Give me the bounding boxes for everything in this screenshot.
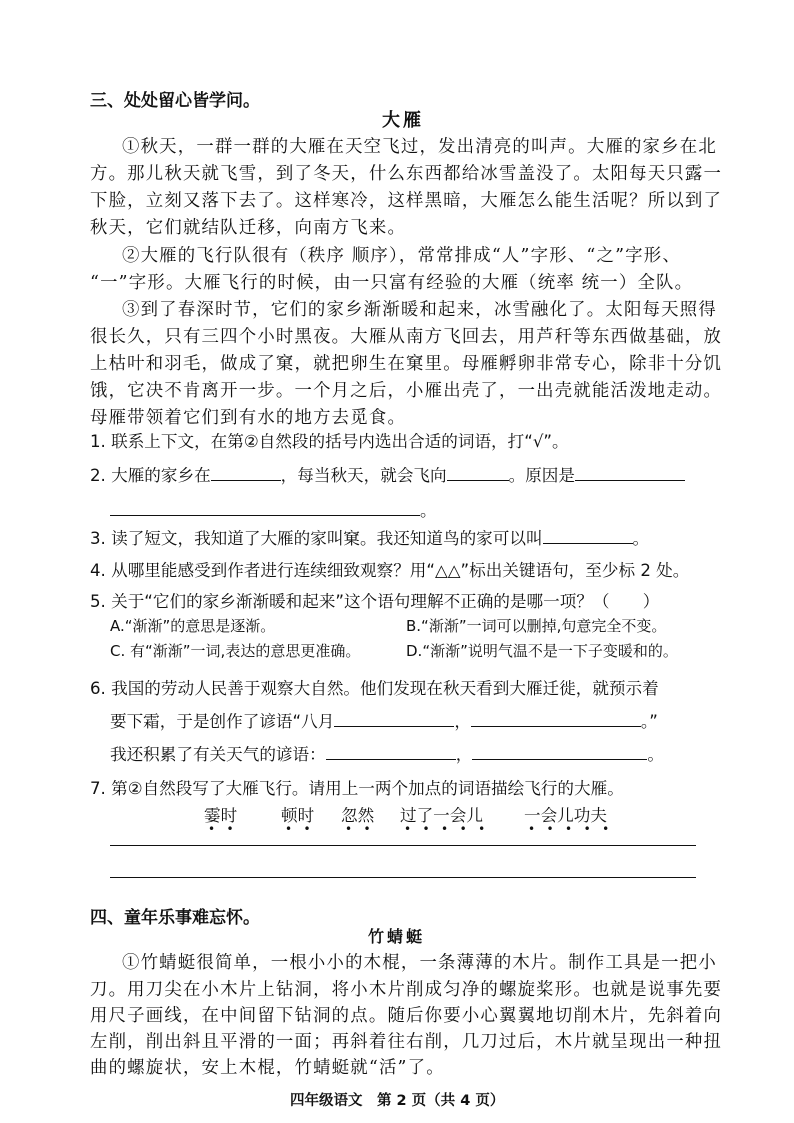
- word-text: 顿时: [281, 806, 315, 825]
- writing-line[interactable]: [110, 845, 696, 846]
- question-5: 5. 关于“它们的家乡渐渐暖和起来”这个语句理解不正确的是哪一项？（ ）: [90, 592, 660, 611]
- passage-line: 曲的螺旋状，安上木棍，竹蜻蜓就“活”了。: [90, 1058, 445, 1078]
- passage-line: 很长久，只有三四个小时黑夜。大雁从南方飞回去，用芦秆等东西做基础，放: [90, 327, 723, 347]
- question-6-line2: [110, 708, 658, 732]
- question-2: [90, 462, 685, 486]
- emphasis-dots: • •: [285, 822, 311, 836]
- q6-text: 要下霜，于是创作了谚语“八月: [110, 712, 335, 731]
- q6-text: 我还积累了有关天气的谚语：: [110, 745, 326, 764]
- q2-text-d: 。: [420, 501, 437, 520]
- passage-line: 刀。用刀尖在小木片上钻洞，将小木片削成匀净的螺旋桨形。也就是说事先要: [90, 980, 723, 1000]
- q3-text-b: 。: [632, 529, 650, 548]
- q6-comma: ，: [455, 745, 473, 764]
- passage-line: 上枯叶和羽毛，做成了窠，就把卵生在窠里。母雁孵卵非常专心，除非十分饥: [90, 354, 723, 374]
- passage-line: 下脸，立刻又落下去了。这样寒冷，这样黑暗，大雁怎么能生活呢？所以到了: [90, 191, 723, 211]
- page-footer: 四年级语文 第 2 页（共 4 页）: [290, 1093, 505, 1109]
- answer-blank[interactable]: [471, 712, 641, 727]
- question-6: 6. 我国的劳动人民善于观察大自然。他们发现在秋天看到大雁迁徙，就预示着: [90, 679, 659, 698]
- passage-line: ①秋天，一群一群的大雁在天空飞过，发出清亮的叫声。大雁的家乡在北: [122, 137, 717, 157]
- emphasis-dots: • • • • •: [404, 822, 486, 836]
- emphasis-dots: • •: [345, 822, 371, 836]
- q2-text-b: ，每当秋天，就会飞向: [280, 466, 447, 485]
- passage-line: ③到了春深时节，它们的家乡渐渐暖和起来，冰雪融化了。太阳每天照得: [122, 300, 717, 320]
- word-text: 过了一会儿: [400, 806, 483, 825]
- section-heading: 三、处处留心皆学问。: [90, 91, 260, 111]
- option-c[interactable]: C. 有“渐渐”一词,表达的意思更准确。: [110, 642, 361, 660]
- passage-title: 竹蜻蜓: [368, 927, 426, 946]
- question-4: 4. 从哪里能感受到作者进行连续细致观察？用“△△”标出关键语句，至少标 2 处。: [90, 561, 690, 580]
- answer-blank[interactable]: [575, 466, 685, 481]
- passage-line: “一”字形。大雁飞行的时候，由一只富有经验的大雁（统率 统一）全队。: [90, 273, 694, 293]
- answer-blank[interactable]: [326, 745, 456, 760]
- option-b[interactable]: B.“渐渐”一词可以删掉,句意完全不变。: [406, 617, 667, 635]
- question-2-cont: [110, 497, 437, 521]
- q6-end: 。: [647, 745, 664, 764]
- answer-blank[interactable]: [110, 501, 420, 516]
- passage-line: ①竹蜻蜓很简单，一根小小的木棍，一条薄薄的木片。制作工具是一把小: [122, 953, 717, 973]
- passage-line: 用尺子画线，在中间留下钻洞的点。随后你要小心翼翼地切削木片，先斜着向: [90, 1006, 723, 1026]
- q6-comma: ，: [454, 712, 471, 731]
- answer-blank[interactable]: [211, 466, 281, 481]
- emphasis-dots: • • • • •: [528, 822, 610, 836]
- question-7: 7. 第②自然段写了大雁飞行。请用上一两个加点的词语描绘飞行的大雁。: [90, 779, 624, 798]
- question-1: 1. 联系上下文，在第②自然段的括号内选出合适的词语，打“√”。: [90, 432, 569, 451]
- word-text: 霎时: [204, 806, 238, 825]
- section-heading: 四、童年乐事难忘怀。: [90, 908, 260, 928]
- writing-line[interactable]: [110, 877, 696, 878]
- word-text: 忽然: [341, 806, 375, 825]
- q2-text-a: 2. 大雁的家乡在: [90, 466, 211, 485]
- passage-line: 秋天，它们就结队迁移，向南方飞来。: [90, 218, 407, 238]
- passage-line: 饿，它决不肯离开一步。一个月之后，小雁出壳了，一出壳就能活泼地走动。: [90, 381, 723, 401]
- answer-blank[interactable]: [447, 466, 509, 481]
- passage-line: ②大雁的飞行队很有（秩序 顺序），常常排成“人”字形、“之”字形、: [122, 246, 681, 266]
- passage-line: 母雁带领着它们到有水的地方去觅食。: [90, 408, 407, 428]
- question-6-line3: [110, 741, 664, 765]
- passage-title: 大雁: [382, 110, 424, 131]
- option-a[interactable]: A.“渐渐”的意思是逐渐。: [110, 617, 276, 635]
- q6-end: 。”: [640, 712, 658, 731]
- answer-blank[interactable]: [334, 712, 454, 727]
- emphasis-dots: • •: [208, 822, 234, 836]
- answer-blank[interactable]: [543, 529, 633, 544]
- word-text: 一会儿功夫: [524, 806, 607, 825]
- question-3: [90, 525, 649, 549]
- passage-line: 方。那儿秋天就飞雪，到了冬天，什么东西都给冰雪盖没了。太阳每天只露一: [90, 164, 723, 184]
- q2-text-c: 。原因是: [508, 466, 575, 485]
- option-d[interactable]: D.“渐渐”说明气温不是一下子变暖和的。: [406, 642, 678, 660]
- passage-line: 左削，削出斜且平滑的一面；再斜着往右削，几刀过后，木片就呈现出一种扭: [90, 1032, 723, 1052]
- q3-text-a: 3. 读了短文，我知道了大雁的家叫窠。我还知道鸟的家可以叫: [90, 529, 543, 548]
- answer-blank[interactable]: [472, 745, 647, 760]
